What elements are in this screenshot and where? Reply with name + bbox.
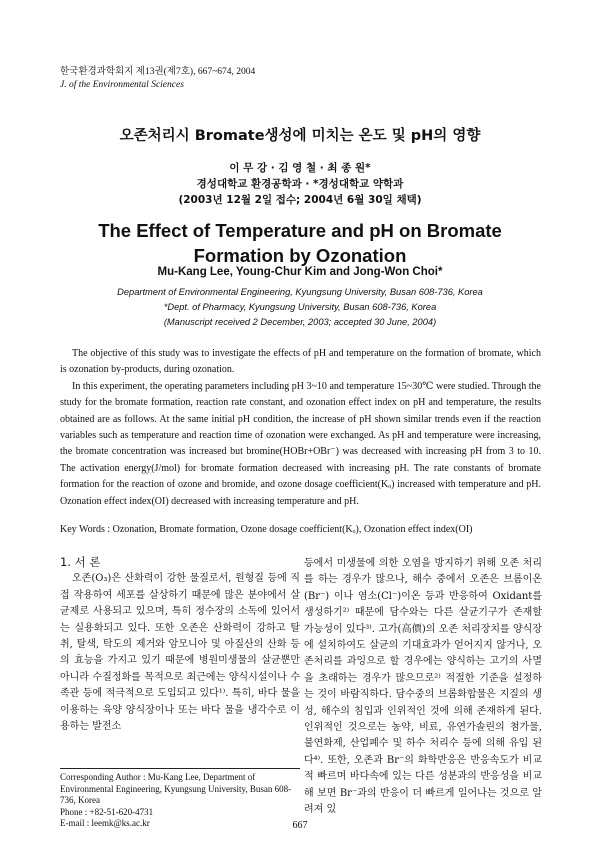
- section-heading: 1. 서 론: [60, 555, 101, 569]
- title-english: [0, 218, 600, 268]
- affiliation-line: *Dept. of Pharmacy, Kyungsung University, Busan 608-736, Korea: [163, 302, 437, 312]
- abstract: [60, 346, 541, 510]
- manuscript-dates: (Manuscript received 2 December, 2003; accepted 30 June, 2004): [163, 317, 437, 327]
- affiliations-english: [0, 285, 600, 330]
- title-korean: 오존처리시 Bromate생성에 미치는 온도 및 pH의 영향: [119, 128, 481, 144]
- authors-english: Mu-Kang Lee, Young-Chur Kim and Jong-Won Choi*: [157, 266, 443, 278]
- title-english-line1: The Effect of Temperature and pH on Bromate: [98, 220, 502, 241]
- title-english-line2: Formation by Ozonation: [193, 245, 407, 266]
- journal-citation: 한국환경과학회지 제13권(제7호), 667~674, 2004: [60, 67, 256, 77]
- authors-korean: 이 무 강 · 김 영 철 · 최 종 원*: [229, 162, 371, 174]
- footnote-phone: Phone : +82-51-620-4731: [60, 806, 154, 817]
- body-column-right: [304, 556, 542, 819]
- korean-byline: [0, 160, 600, 208]
- abstract-paragraph: In this experiment, the operating parameters including pH 3~10 and temperature 15~30℃ were studied. Through the study for the bromate formation, reaction rate constant, and ozonation effect index on pH and temperature, the results obtained are as follows. At the same initial pH condition, the increase of pH shown similar trends even if the reaction variables such as temperature and reaction time of ozonation were exchanged. As pH and temperature were increasing, the bromate concentration was increased but bromine(HOBr+OBr⁻) was decreased with increasing pH from 3 to 10. The activation energy(J/mol) for bromate formation decreased with increasing pH. The rate constants of bromate formation for the reaction of ozone and bromide, and ozone dosage coefficient(Kₒ) increased with temperature and pH. Ozonation effect index(OI) decreased with increasing temperature and pH.: [60, 380, 541, 507]
- body-paragraph: 오존(O₃)은 산화력이 강한 물질로서, 원형질 등에 직접 작용하여 세포를 살상하기 때문에 많은 분야에서 살균제로 사용되고 있으며, 특히 정수장의 소독에 있어서는 실용화되고 있다. 또한 오존은 산화력이 강하고 탈취, 탈색, 탁도의 제거와 암모니아 및 아질산의 산화 등의 효능을 가지고 있기 때문에 병원미생물의 살균뿐만 아니라 수질정화를 목적으로 최근에는 양식시설이나 수족관 등에 적극적으로 도입되고 있다¹⁾. 특히, 바다 물을 이용하는 육양 양식장이나 또는 바다 물을 냉각수로 이용하는 발전소: [60, 573, 300, 733]
- page-number: 667: [292, 820, 308, 831]
- footnote-author: Corresponding Author : Mu-Kang Lee, Department of Environmental Engineering, Kyungsung University, Busan 608-736, Korea: [60, 772, 292, 805]
- journal-header: [60, 66, 255, 92]
- body-column-left: [60, 554, 300, 735]
- journal-name-en: J. of the Environmental Sciences: [60, 80, 184, 90]
- dates-korean: (2003년 12월 2일 접수; 2004년 6월 30일 채택): [178, 194, 422, 206]
- abstract-paragraph: The objective of this study was to investigate the effects of pH and temperature on the formation of bromate, which is ozonation by-products, during ozonation.: [60, 348, 541, 376]
- affiliation-line: Department of Environmental Engineering, Kyungsung University, Busan 608-736, Korea: [117, 287, 483, 297]
- footnote-email: E-mail : leemk@ks.ac.kr: [60, 818, 150, 828]
- affiliation-korean: 경성대학교 환경공학과 · *경성대학교 약학과: [196, 178, 404, 190]
- footnote-divider: [60, 768, 300, 769]
- body-paragraph: 등에서 미생물에 의한 오염을 방지하기 위해 오존 처리를 하는 경우가 많으나, 해수 중에서 오존은 브롬이온(Br⁻) 이나 염소(Cl⁻)이온 등과 반응하여 Oxidant를 생성하기²⁾ 때문에 담수와는 다른 살균기구가 존재할 가능성이 있다³⁾. 고가(高價)의 오존 처리장치를 양식장에 설치하여도 살균의 기대효과가 얻어지지 않거나, 오존처리를 과잉으로 할 경우에는 양식하는 고기의 사멸을 초래하는 경우가 많으므로²⁾ 적절한 기준을 설정하는 것이 바람직하다. 담수중의 브롬화합물은 지질의 생성, 해수의 침입과 인위적인 것에 의해 존재하게 된다. 인위적인 것으로는 농약, 비료, 유연가솔린의 첨가물, 불연화제, 산업폐수 및 하수 처리수 등에 의해 유입 된다⁴⁾. 또한, 오존과 Br⁻의 화학반응은 반응속도가 비교적 빠르며 바다속에 있는 다른 성분과의 반응성을 비교해 보면 Br⁻과의 반응이 더 빠르게 일어나는 것으로 알려져 있: [304, 558, 542, 816]
- keywords: Key Words : Ozonation, Bromate formation, Ozone dosage coefficient(Kₒ), Ozonation effect index(OI): [60, 524, 473, 535]
